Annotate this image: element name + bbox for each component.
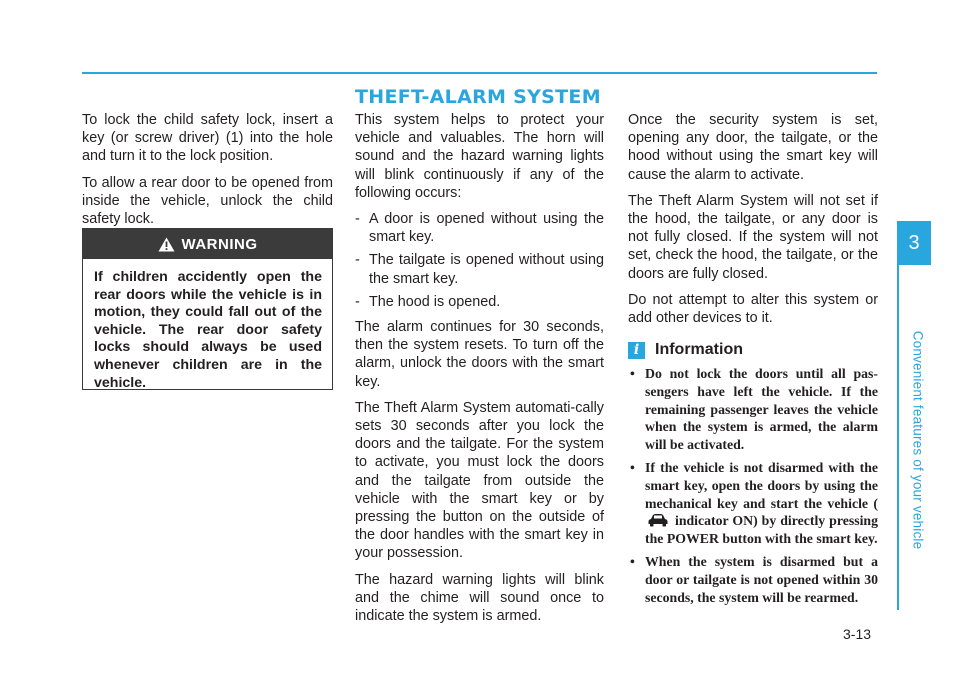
chapter-rule (897, 265, 899, 610)
dash-marker: - (355, 293, 360, 310)
list-item-text: The tailgate is opened without using the smart key. (369, 252, 604, 287)
warning-box (82, 228, 333, 390)
list-item (628, 459, 878, 547)
chapter-title: Convenient features of your vehicle (910, 330, 926, 550)
list-item-text: The hood is opened. (369, 293, 501, 310)
list-item-text: A door is opened without using the smart key. (369, 211, 604, 246)
list-item-text: indicator ON) by directly pressing the POWER button with the smart key. (645, 513, 878, 546)
dash-marker: - (355, 211, 360, 228)
information-list (628, 365, 878, 606)
bullet-marker: • (630, 554, 635, 570)
paragraph: To allow a rear door to be opened from inside the vehicle, unlock the child safety lock. (82, 174, 333, 228)
warning-header (83, 229, 332, 259)
list-item (628, 553, 878, 606)
information-icon: i (628, 342, 645, 359)
information-header (628, 341, 878, 359)
section-title: THEFT-ALARM SYSTEM (355, 86, 601, 108)
information-title: Information (655, 341, 743, 359)
car-key-indicator-icon (647, 513, 669, 527)
condition-list (355, 210, 604, 311)
paragraph: This system helps to protect your vehicle and valuables. The horn will sound and the hazard warning lights will blink continuously if any of the following occurs: (355, 112, 604, 201)
list-item (355, 251, 604, 287)
bullet-marker: • (630, 366, 635, 382)
middle-column (355, 111, 604, 633)
list-item (355, 210, 604, 246)
warning-triangle-icon (158, 237, 175, 252)
paragraph: Do not attempt to alter this system or add other devices to it. (628, 291, 878, 327)
page-number: 3-13 (843, 626, 872, 642)
header-rule (82, 72, 877, 74)
paragraph: The Theft Alarm System will not set if the hood, the tailgate, or any door is not fully closed. If the system will not set, check the hood, the tailgate, or the doors are fully closed. (628, 192, 878, 282)
paragraph: The alarm continues for 30 seconds, then the system resets. To turn off the alarm, unlock the doors with the smart key. (355, 319, 604, 390)
list-item-text: When the system is disarmed but a door or tailgate is not opened within 30 seconds, the system will be rearmed. (645, 554, 878, 605)
paragraph: The hazard warning lights will blink and the chime will sound once to indicate the system is armed. (355, 571, 604, 625)
warning-text: If children accidently open the rear doors while the vehicle is in motion, they could fall out of the vehicle. The rear door safety locks should always be used whenever children are in the vehicle. (94, 269, 322, 391)
chapter-tab: 3 (897, 221, 931, 265)
list-item-text: Do not lock the doors until all pas-sengers have left the vehicle. If the remaining passenger leaves the vehicle when the system is armed, the alarm will be activated. (645, 366, 878, 452)
left-column (82, 111, 333, 236)
warning-label: WARNING (181, 235, 258, 253)
dash-marker: - (355, 252, 360, 269)
list-item (628, 365, 878, 453)
bullet-marker: • (630, 460, 635, 476)
right-column (628, 111, 878, 612)
paragraph: Once the security system is set, opening any door, the tailgate, or the hood without using the smart key will cause the alarm to activate. (628, 112, 878, 183)
list-item-text: If the vehicle is not disarmed with the smart key, open the doors by using the mechanical key and start the vehicle ( (645, 460, 878, 511)
paragraph: The Theft Alarm System automati-cally sets 30 seconds after you lock the doors and the tailgate. For the system to activate, you must lock the doors and the tailgate from outside the vehicle with the smart key or by pressing the button on the outside of the door handles with the smart key in your possession. (355, 399, 604, 562)
paragraph: To lock the child safety lock, insert a key (or screw driver) (1) into the hole and turn it to the lock position. (82, 112, 333, 165)
list-item (355, 293, 604, 311)
